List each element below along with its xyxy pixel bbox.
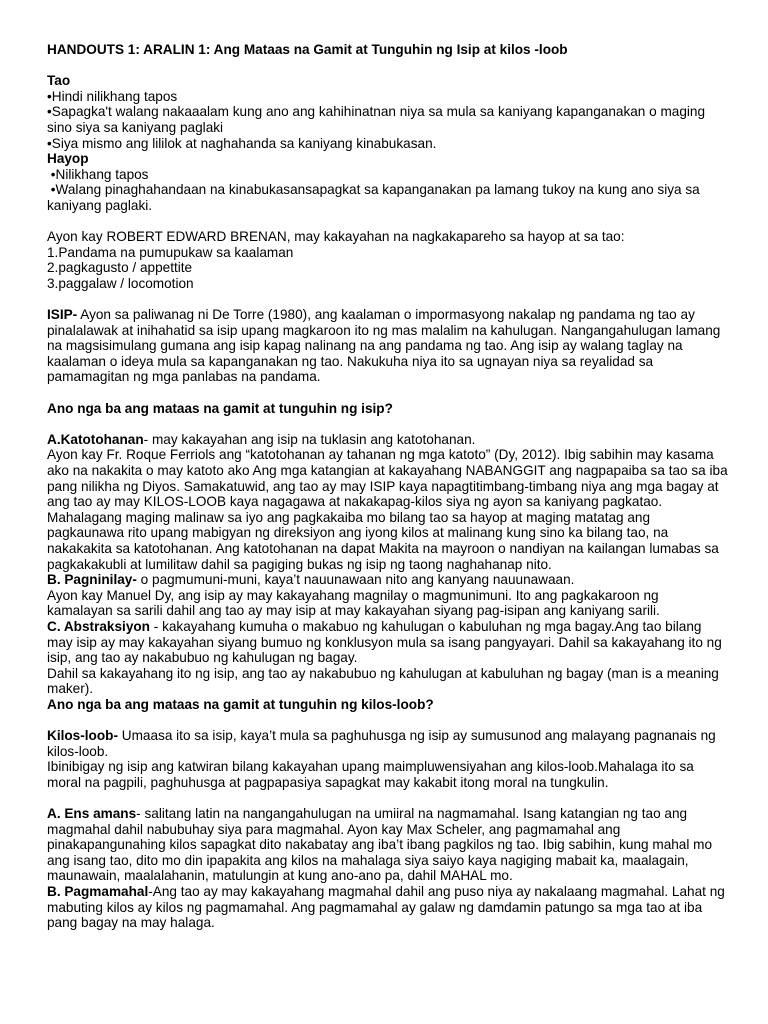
katotohanan-definition — [47, 432, 728, 448]
pagninilay-def: o pagmumuni-muni, kaya’t nauunawaan nito ang kanyang nauunawaan. — [136, 572, 575, 588]
brenan-item: 2.pagkagusto / appettite — [47, 260, 193, 276]
katotohanan-term: A.Katotohanan — [47, 431, 144, 447]
pagmamahal-term: B. Pagmamahal — [47, 884, 149, 900]
pagninilay-text: Ayon kay Manuel Dy, ang isip ay may kakayahang magnilay o magmunimuni. Ito ang pagkakaroon ng kamalayan sa sarili dahil ang tao ay may isip at may kakayahan siyang pag-isipan ang kaniyang sarili. — [47, 587, 660, 619]
tao-item: •Sapagka't walang nakaaalam kung ano ang kahihinatnan niya sa mula sa kaniyang kapanganakan o maging sino siya sa kaniyang paglaki — [47, 104, 706, 135]
isip-paragraph — [47, 307, 728, 385]
pagninilay-definition — [47, 572, 728, 588]
abstraksiyon-term: C. Abstraksiyon — [47, 618, 150, 634]
kilosloob-text-2: Ibinibigay ng isip ang katwiran bilang kakayahan upang maimpluwensiyahan ang kilos-loob.Mahalaga ito sa moral na pagpili, paghuhusga at pagpapasiya sapagkat may kakabit itong moral na tungkulin. — [47, 759, 694, 790]
heading-hayop: Hayop — [47, 151, 89, 167]
hayop-item: •Nilikhang tapos — [47, 166, 149, 182]
ens-amans-paragraph — [47, 806, 728, 884]
katotohanan-text: Ayon kay Fr. Roque Ferriols ang “katotohanan ay tahanan ng mga katoto” (Dy, 2012). Ibig sabihin may kasama ako na nakakita o may katoto ako Ang mga katangian at kakayahang NABANGGIT ang nagpapaiba sa tao sa iba pang nilikha ng Diyos. Samakatuwid, ang tao ay may ISIP kaya napagtitimbang-timbang niya ang mga bagay at ang tao ay may KILOS-LOOB kaya nagagawa at nakakapag-kilos siya ng ayon sa kaniyang pagkatao. Mahalagang maging malinaw sa iyo ang pagkakaiba mo bilang tao sa hayop at maging matatag ang pagkaunawa rito upang mabigyan ng direksiyon ang iyong kilos at malinang kung sino ka bilang tao, na nakakakita sa katotohanan. Ang katotohanan na dapat Makita na mayroon o nandiyan na kailangan lumabas sa pagkakakubli at lumilitaw dahil sa pagiging bukas ng isip ng taong naghahanap nito. — [47, 447, 728, 572]
brenan-intro: Ayon kay ROBERT EDWARD BRENAN, may kakayahan na nagkakapareho sa hayop at sa tao: — [47, 229, 625, 245]
ens-amans-text: - salitang latin na nangangahulugan na umiiral na nagmamahal. Isang katangian ng tao ang magmahal dahil nabubuhay siya para magmahal. Ayon kay Max Scheler, ang pagmamahal ang pinakapangunahing kilos sapagkat dito nakabatay ang iba’t ibang pagkilos ng tao. Ibig sabihin, kung mahal mo ang isang tao, dito mo din ipapakita ang kilos na mahalaga siya saiyo kaya nagiging mabait ka, maalagain, maunawain, maalalahanin, matulungin at kung ano-ano pa, dahil MAHAL mo. — [47, 806, 713, 884]
tao-item: •Hindi nilikhang tapos — [47, 88, 178, 104]
ens-amans-term: A. Ens amans — [47, 806, 137, 822]
isip-text: Ayon sa paliwanag ni De Torre (1980), ang kaalaman o impormasyong nakalap ng pandama ng tao ay pinalalawak at inihahatid sa isip upang magkaroon ito ng mas malalim na kahulugan. Nangangahulugan lamang na magsisimulang gumana ang isip kapag nalinang na ang pandama ng tao. Ang isip ay walang taglay na kaalaman o ideya mula sa kapanganakan ng tao. Nakukuha niya ito sa ugnayan niya sa reyalidad sa pamamagitan ng mga panlabas na pandama. — [47, 307, 721, 385]
kilosloob-text: Umaasa ito sa isip, kaya’t mula sa paghuhusga ng isip ay sumusunod ang malayang pagnanais ng kilos-loob. — [47, 728, 716, 759]
handout-title: HANDOUTS 1: ARALIN 1: Ang Mataas na Gamit at Tunguhin ng Isip at kilos -loob — [47, 42, 568, 57]
abstraksiyon-text-2: Dahil sa kakayahang ito ng isip, ang tao ay nakabubuo ng kahulugan at kabuluhan ng bagay (man is a meaning maker). — [47, 665, 719, 697]
kilosloob-paragraph — [47, 728, 728, 759]
hayop-item: •Walang pinaghahandaan na kinabukasansapagkat sa kapanganakan pa lamang tukoy na kung ano siya sa kaniyang paglaki. — [47, 182, 704, 213]
brenan-item: 3.paggalaw / locomotion — [47, 275, 194, 291]
katotohanan-def: - may kakayahan ang isip na tuklasin ang katotohanan. — [143, 431, 476, 447]
question-kilos-loob: Ano nga ba ang mataas na gamit at tunguhin ng kilos-loob? — [47, 696, 434, 712]
question-isip: Ano nga ba ang mataas na gamit at tunguhin ng isip? — [47, 400, 393, 416]
brenan-item: 1.Pandama na pumupukaw sa kaalaman — [47, 244, 294, 260]
isip-term: ISIP- — [47, 307, 78, 323]
pagninilay-term: B. Pagninilay- — [47, 572, 137, 588]
tao-item: •Siya mismo ang lililok at naghahanda sa kaniyang kinabukasan. — [47, 135, 437, 151]
abstraksiyon-paragraph — [47, 619, 728, 666]
pagmamahal-text: -Ang tao ay may kakayahang magmahal dahil ang puso niya ay nakalaang magmahal. Lahat ng mabuting kilos ay kilos ng pagmamahal. Ang pagmamahal ay galaw ng damdamin patungo sa mga tao at iba pang bagay na may halaga. — [47, 884, 725, 931]
abstraksiyon-text: - kakayahang kumuha o makabuo ng kahulugan o kabuluhan ng mga bagay.Ang tao bilang may isip ay may kakayahan siyang bumuo ng konklusyon mula sa isang pangyayari. Dahil sa kakayahang ito ng isip, ang tao ay nakabubuo ng kahulugan ng bagay. — [47, 618, 722, 666]
heading-tao: Tao — [47, 73, 71, 89]
kilosloob-term: Kilos-loob- — [47, 728, 118, 744]
pagmamahal-paragraph — [47, 884, 728, 931]
